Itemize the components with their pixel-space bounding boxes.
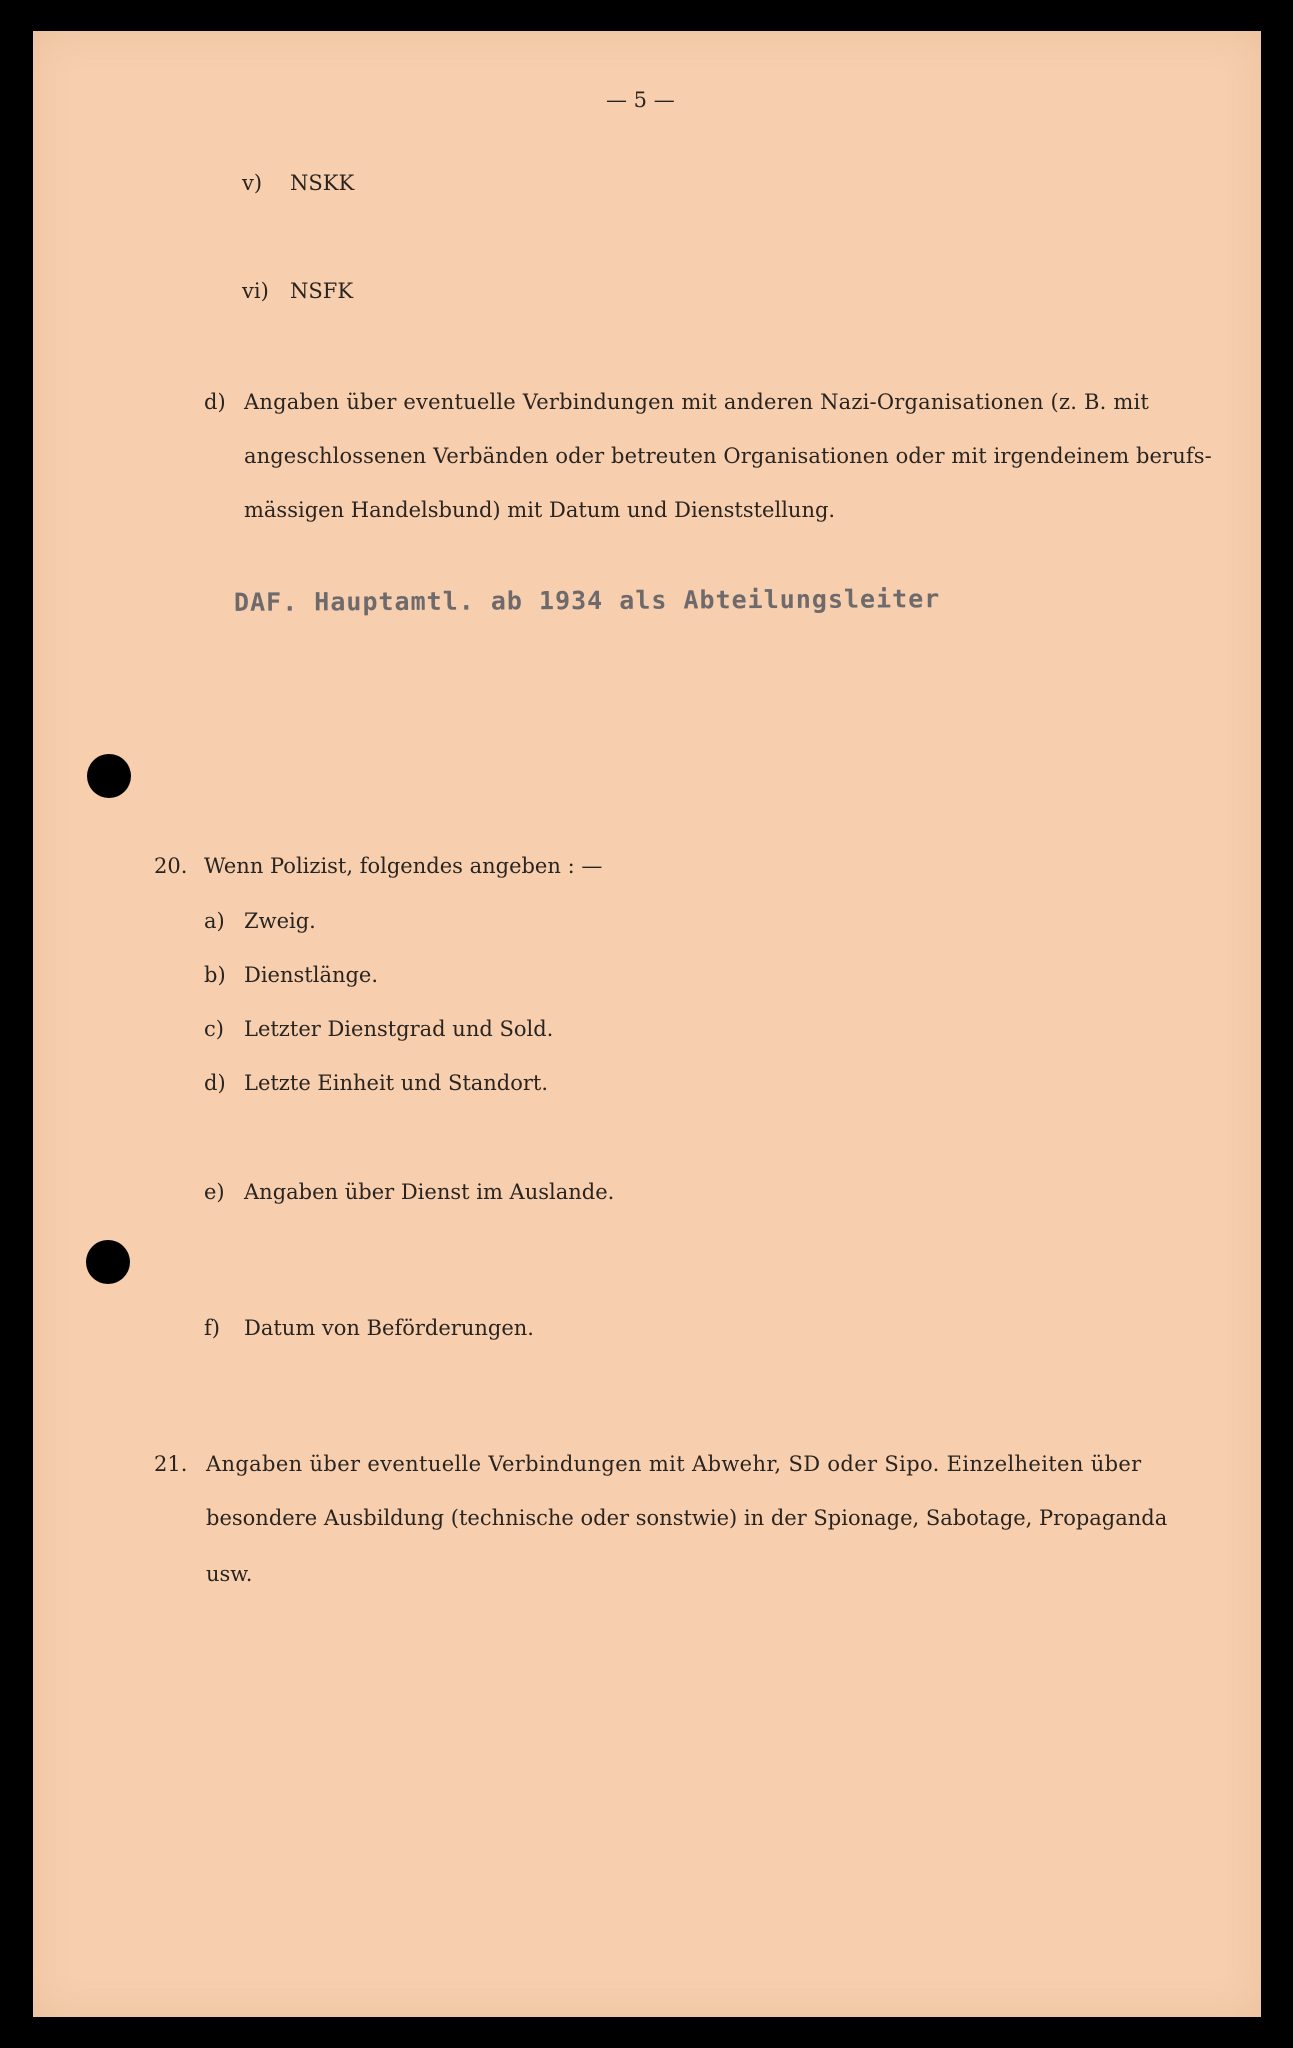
page-number: — 5 — bbox=[606, 88, 675, 112]
question-21-line2: besondere Ausbildung (technische oder sonstwie) in der Spionage, Sabotage, Propaganda bbox=[206, 1506, 1168, 1530]
item-v-text: NSKK bbox=[290, 171, 355, 195]
item-d-label: d) bbox=[204, 390, 226, 414]
q20-c-label: c) bbox=[204, 1017, 224, 1041]
q20-f-text: Datum von Beförderungen. bbox=[244, 1316, 534, 1340]
question-21-line3: usw. bbox=[206, 1562, 253, 1586]
item-vi-label: vi) bbox=[242, 279, 269, 303]
q20-a-text: Zweig. bbox=[244, 909, 316, 933]
q20-d-label: d) bbox=[204, 1071, 226, 1095]
q20-e-text: Angaben über Dienst im Auslande. bbox=[244, 1180, 615, 1204]
punch-hole-top bbox=[87, 754, 131, 798]
punch-hole-bottom bbox=[86, 1240, 130, 1284]
question-20-number: 20. bbox=[154, 854, 188, 878]
question-20-text: Wenn Polizist, folgendes angeben : — bbox=[204, 854, 603, 878]
item-d-line2: angeschlossenen Verbänden oder betreuten Organisationen oder mit irgendeinem berufs- bbox=[244, 444, 1212, 468]
question-21-line1: Angaben über eventuelle Verbindungen mit Abwehr, SD oder Sipo. Einzelheiten über bbox=[206, 1452, 1142, 1476]
typed-answer: DAF. Hauptamtl. ab 1934 als Abteilungsleiter bbox=[233, 584, 941, 617]
q20-e-label: e) bbox=[204, 1180, 225, 1204]
q20-f-label: f) bbox=[204, 1316, 220, 1340]
item-v-label: v) bbox=[242, 171, 263, 195]
q20-d-text: Letzte Einheit und Standort. bbox=[244, 1071, 549, 1095]
question-21-number: 21. bbox=[154, 1452, 188, 1476]
q20-b-label: b) bbox=[204, 963, 226, 987]
q20-c-text: Letzter Dienstgrad und Sold. bbox=[244, 1017, 554, 1041]
item-d-line1: Angaben über eventuelle Verbindungen mit anderen Nazi-Organisationen (z. B. mit bbox=[244, 390, 1150, 414]
q20-b-text: Dienstlänge. bbox=[244, 963, 379, 987]
item-vi-text: NSFK bbox=[290, 279, 354, 303]
item-d-line3: mässigen Handelsbund) mit Datum und Dienststellung. bbox=[244, 498, 836, 522]
q20-a-label: a) bbox=[204, 909, 225, 933]
